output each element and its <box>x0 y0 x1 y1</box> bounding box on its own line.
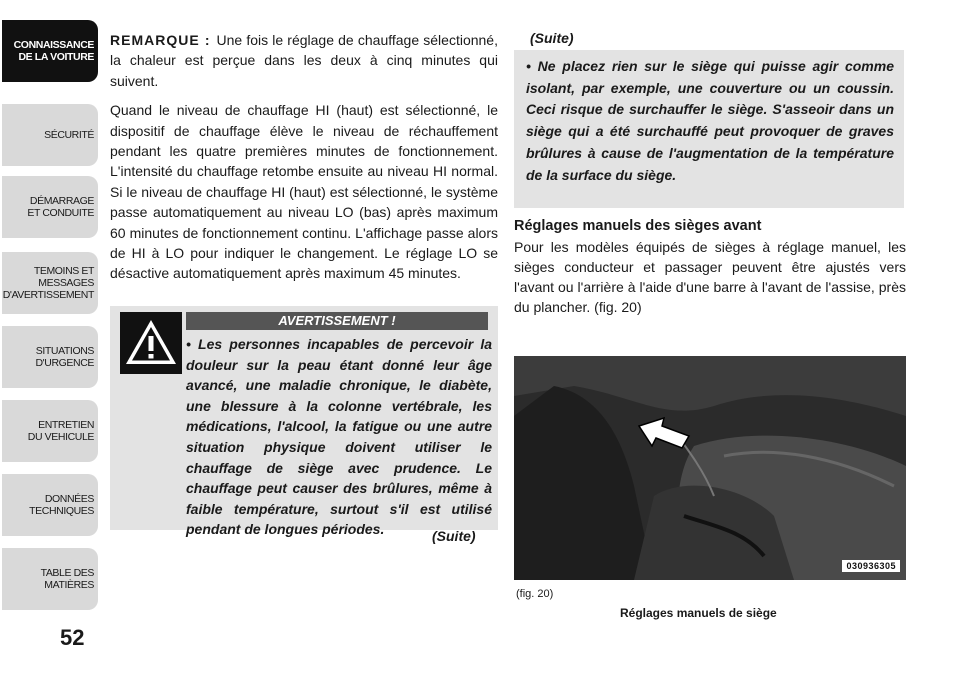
left-column <box>110 30 498 293</box>
photo-reference-code: 030936305 <box>842 560 900 572</box>
tab-entretien[interactable]: ENTRETIEN DU VEHICULE <box>2 400 98 462</box>
tab-connaissance[interactable]: CONNAISSANCE DE LA VOITURE <box>2 20 98 82</box>
page-number: 52 <box>60 625 85 650</box>
section-body: Pour les modèles équipés de sièges à réglage manuel, les sièges conducteur et passager peuvent être ajustés vers l'avant ou l'arrière à l'aide d'une barre à l'avant de l'assise, près du plancher. (fig. 20) <box>514 239 906 315</box>
warning-text: • Les personnes incapables de percevoir la douleur sur la peau étant donné leur âge avancé, une maladie chronique, le diabète, une blessure à la colonne vertébrale, les médications, l'alcool, la fatigue ou une autre situation physique doivent utiliser le chauffage de siège avec prudence. Le chauffage peut causer des brûlures, même à faible température, surtout s'il est utilisé pendant de longues périodes. <box>186 336 492 538</box>
suite-label-left: (Suite) <box>432 528 476 544</box>
note-paragraph <box>110 30 498 91</box>
tab-securite[interactable]: SÉCURITÉ <box>2 104 98 166</box>
tab-donnees[interactable]: DONNÉES TECHNIQUES <box>2 474 98 536</box>
warning-title: AVERTISSEMENT ! <box>186 312 488 330</box>
warning-continued-box <box>514 50 904 208</box>
figure-caption: Réglages manuels de siège <box>620 606 777 620</box>
seat-adjustment-photo <box>514 356 906 580</box>
warning-continued-text: • Ne placez rien sur le siège qui puisse agir comme isolant, par exemple, une couverture ou un coussin. Ceci risque de surchauffer le siège. S'asseoir dans un siège qui a été surchauffé peut provoquer de graves brûlures à cause de l'augmentation de la température de la surface du siège. <box>526 58 894 183</box>
chapter-sidebar <box>0 0 100 678</box>
tab-table-matieres[interactable]: TABLE DES MATIÈRES <box>2 548 98 610</box>
tab-demarrage[interactable]: DÉMARRAGE ET CONDUITE <box>2 176 98 238</box>
heating-paragraph: Quand le niveau de chauffage HI (haut) est sélectionné, le dispositif de chauffage élève le niveau de réchauffement pendant les quatre premières minutes de fonctionnement. L'intensité du chauffage retombe ensuite au niveau HI normal. Si le niveau de chauffage HI (haut) est sélectionné, le système passe automatiquement au niveau LO (bas) après maximum 60 minutes de fonctionnement continu. L'affichage passe alors de HI à LO pour indiquer le changement. Le réglage LO se désactive automatiquement après maximum 45 minutes. <box>110 102 498 282</box>
section-title: Réglages manuels des sièges avant <box>514 218 762 234</box>
note-text: Une fois le réglage de chauffage sélectionné, la chaleur est perçue dans les deux à cinq minutes qui suivent. <box>110 32 498 89</box>
note-label: REMARQUE : <box>110 32 211 48</box>
figure-label: (fig. 20) <box>516 588 554 600</box>
suite-label-right: (Suite) <box>530 30 574 46</box>
tab-temoins[interactable]: TEMOINS ET MESSAGES D'AVERTISSEMENT <box>2 252 98 314</box>
tab-situations[interactable]: SITUATIONS D'URGENCE <box>2 326 98 388</box>
